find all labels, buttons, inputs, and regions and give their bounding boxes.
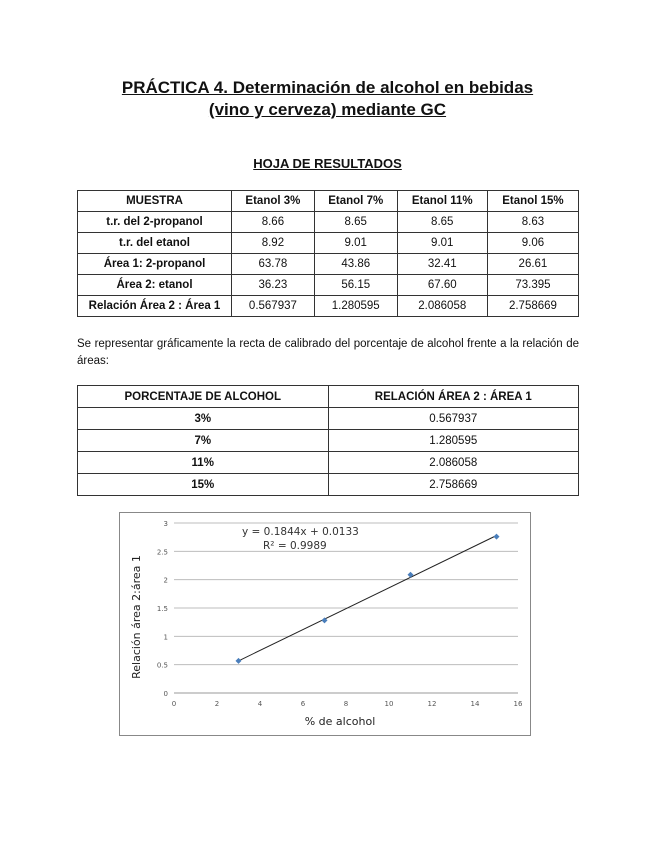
y-tick-label: 1.5 [156, 605, 168, 613]
cell: 67.60 [397, 275, 487, 296]
calibration-paragraph: Se representar gráficamente la recta de calibrado del porcentaje de alcohol frente a la relación de áreas: [77, 338, 579, 367]
y-tick-label: 0.5 [156, 661, 168, 670]
cell: 9.06 [487, 233, 578, 254]
y-tick-label: 0 [163, 690, 168, 698]
cell: 0.567937 [328, 408, 579, 430]
data-point [494, 534, 500, 540]
x-tick-label: 16 [513, 700, 523, 708]
table-row [78, 233, 579, 254]
cell: 8.92 [232, 233, 315, 254]
cell: 2.758669 [487, 296, 578, 317]
row-label: t.r. del etanol [78, 233, 232, 254]
col-header: Etanol 7% [314, 191, 397, 212]
cell: 7% [78, 430, 329, 452]
trend-r2: R² = 0.9989 [263, 540, 327, 552]
row-label: Área 2: etanol [78, 275, 232, 296]
trend-equation: y = 0.1844x + 0.0133 [242, 526, 359, 538]
cell: 36.23 [232, 275, 315, 296]
y-tick-label: 1 [163, 633, 168, 642]
row-label: Área 1: 2-propanol [78, 254, 232, 275]
cell: 9.01 [314, 233, 397, 254]
cell: 3% [78, 408, 329, 430]
x-tick-label: 4 [257, 700, 263, 708]
cell: 56.15 [314, 275, 397, 296]
title-line-1: PRÁCTICA 4. Determinación de alcohol en bebidas [121, 78, 534, 97]
calibration-chart [119, 512, 531, 736]
x-tick-label: 0 [171, 700, 177, 708]
calibration-table [77, 385, 579, 496]
col-header: MUESTRA [78, 191, 232, 212]
calibration-header-row [78, 386, 579, 408]
cell: 8.63 [487, 212, 578, 233]
col-header: Etanol 15% [487, 191, 578, 212]
table-row [78, 254, 579, 275]
cell: 11% [78, 452, 329, 474]
table-row [78, 452, 579, 474]
y-axis-ticks [157, 520, 168, 698]
page-title [0, 77, 655, 121]
x-tick-label: 12 [427, 700, 437, 708]
x-tick-label: 10 [384, 700, 394, 708]
cell: 0.567937 [232, 296, 315, 317]
cell: 8.66 [232, 212, 315, 233]
cell: 9.01 [397, 233, 487, 254]
cell: 1.280595 [314, 296, 397, 317]
row-label: Relación Área 2 : Área 1 [78, 296, 232, 317]
cell: 8.65 [314, 212, 397, 233]
col-header: RELACIÓN ÁREA 2 : ÁREA 1 [328, 386, 579, 408]
cell: 32.41 [397, 254, 487, 275]
cell: 26.61 [487, 254, 578, 275]
x-tick-label: 2 [214, 700, 220, 708]
col-header: Etanol 3% [232, 191, 315, 212]
data-point [236, 658, 242, 664]
cell: 2.086058 [397, 296, 487, 317]
cell: 63.78 [232, 254, 315, 275]
x-axis-label: % de alcohol [304, 715, 376, 728]
y-tick-label: 3 [163, 520, 168, 528]
table-row [78, 408, 579, 430]
cell: 8.65 [397, 212, 487, 233]
col-header: Etanol 11% [397, 191, 487, 212]
col-header: PORCENTAJE DE ALCOHOL [78, 386, 329, 408]
x-tick-label: 14 [470, 700, 480, 708]
cell: 1.280595 [328, 430, 579, 452]
x-tick-label: 8 [343, 700, 349, 708]
x-axis-ticks [172, 700, 523, 708]
y-tick-label: 2 [163, 576, 168, 585]
cell: 15% [78, 474, 329, 496]
x-tick-label: 6 [300, 700, 306, 708]
table-row [78, 275, 579, 296]
table-row [78, 212, 579, 233]
cell: 2.086058 [328, 452, 579, 474]
table-row [78, 474, 579, 496]
results-header-row [78, 191, 579, 212]
chart-grid [174, 523, 518, 665]
table-row [78, 296, 579, 317]
row-label: t.r. del 2-propanol [78, 212, 232, 233]
table-row [78, 430, 579, 452]
cell: 73.395 [487, 275, 578, 296]
y-tick-label: 2.5 [156, 548, 168, 557]
results-subtitle: HOJA DE RESULTADOS [253, 156, 402, 171]
title-line-2: (vino y cerveza) mediante GC [208, 100, 447, 119]
data-point [408, 572, 414, 578]
y-axis-label: Relación área 2:área 1 [130, 555, 143, 679]
cell: 43.86 [314, 254, 397, 275]
trendline [239, 536, 497, 661]
results-table [77, 190, 579, 317]
cell: 2.758669 [328, 474, 579, 496]
